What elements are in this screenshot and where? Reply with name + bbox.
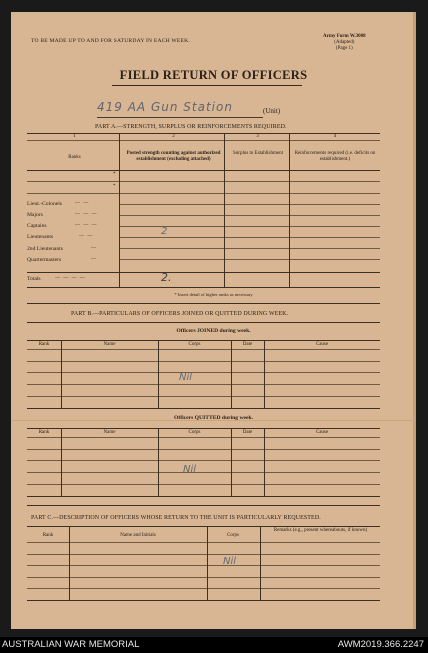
table-rule	[69, 526, 70, 600]
table-rule	[260, 526, 261, 600]
table-rule	[27, 384, 380, 385]
totals-label: Totals	[27, 276, 41, 282]
table-rule	[27, 428, 380, 429]
table-rule	[27, 526, 380, 527]
table-rule	[231, 340, 232, 408]
table-rule	[27, 372, 380, 373]
table-rule	[27, 349, 380, 350]
col-num-1: 1	[73, 134, 76, 139]
table-rule	[27, 496, 380, 497]
form-name: Army Form W.3008	[323, 34, 366, 39]
table-rule	[119, 259, 380, 260]
unit-label: (Unit)	[263, 107, 281, 115]
table-rule	[61, 340, 62, 408]
table-rule	[27, 588, 380, 589]
table-rule	[119, 237, 380, 238]
col-num-2: 2	[172, 134, 175, 139]
part-c-heading: PART C.—DESCRIPTION OF OFFICERS WHOSE RETURN TO THE UNIT IS PARTICULARLY REQUESTED.	[31, 515, 321, 521]
leader-dots: — — —	[75, 212, 98, 217]
table-rule	[27, 181, 380, 182]
joined-col-name: Name	[103, 342, 116, 347]
caption-accession: AWM2019.366.2247	[337, 639, 424, 650]
quitted-col-name: Name	[103, 430, 116, 435]
form-title: FIELD RETURN OF OFFICERS	[119, 68, 308, 82]
leader-dots: — — — —	[55, 276, 86, 281]
leader-dots: — —	[79, 234, 94, 239]
table-rule	[264, 428, 265, 496]
table-rule	[119, 133, 120, 287]
table-rule	[27, 554, 380, 555]
quitted-col-corps: Corps	[188, 430, 201, 435]
rank-lieutenants: Lieutenants	[27, 234, 54, 240]
joined-col-rank: Rank	[38, 342, 50, 347]
partc-col-remarks: Remarks (e.g., present whereabouts, if known)	[273, 528, 368, 533]
rank-lieut-colonels: Lieut.-Colonels	[27, 201, 62, 207]
lieutenants-strength: 2	[161, 226, 168, 237]
instruction-line: TO BE MADE UP TO AND FOR SATURDAY IN EACH WEEK.	[31, 38, 190, 44]
quitted-col-rank: Rank	[38, 430, 50, 435]
table-rule	[27, 396, 380, 397]
table-rule	[119, 226, 380, 227]
joined-title: Officers JOINED during week.	[176, 328, 251, 334]
quitted-nil: Nil	[183, 464, 197, 475]
form-page: (Page 1)	[335, 46, 353, 51]
leader-dots: — — —	[75, 223, 98, 228]
table-rule	[27, 287, 380, 288]
col-header-ranks: Ranks	[68, 155, 81, 160]
leader-dots: — —	[75, 201, 90, 206]
asterisk-mark: *	[113, 184, 117, 189]
table-rule	[119, 204, 380, 205]
table-rule	[27, 408, 380, 409]
joined-col-corps: Corps	[188, 342, 201, 347]
unit-line	[97, 117, 263, 118]
rank-majors: Majors	[27, 212, 43, 218]
unit-handwritten: 419 AA Gun Station	[97, 100, 233, 114]
caption-bar	[0, 637, 428, 653]
form-adapted: (Adapted)	[334, 40, 355, 45]
table-rule	[27, 505, 380, 506]
quitted-title: Officers QUITTED during week.	[174, 415, 253, 421]
table-rule	[119, 215, 380, 216]
table-rule	[27, 322, 380, 323]
table-rule	[289, 133, 290, 287]
joined-col-date: Date	[242, 342, 253, 347]
col-header-reinforcements: Reinforcements required (i.e. deficits on establishment.)	[294, 151, 376, 162]
form-reference	[323, 34, 366, 52]
table-rule	[27, 437, 380, 438]
asterisk-mark: *	[113, 172, 117, 177]
partc-col-corps: Corps	[227, 533, 239, 538]
table-rule	[207, 526, 208, 600]
col-header-posted: Posted strength counting against authorized establishment (excluding attached)	[126, 151, 221, 162]
table-rule	[27, 542, 380, 543]
title-underline	[112, 85, 302, 86]
table-rule	[27, 272, 380, 273]
table-rule	[224, 133, 225, 287]
table-rule	[27, 577, 380, 578]
table-rule	[27, 340, 380, 341]
table-rule	[27, 449, 380, 450]
leader-dots: —	[91, 257, 97, 262]
partc-nil: Nil	[223, 556, 237, 567]
table-rule	[264, 340, 265, 408]
table-rule	[61, 428, 62, 496]
table-rule	[27, 361, 380, 362]
table-rule	[27, 140, 380, 141]
table-rule	[119, 248, 380, 249]
caption-source: AUSTRALIAN WAR MEMORIAL	[2, 639, 140, 650]
quitted-col-date: Date	[242, 430, 253, 435]
col-header-surplus: Surplus to Establishment	[233, 151, 283, 156]
table-rule	[158, 340, 159, 408]
part-a-footnote: * Insert detail of higher ranks as necessary	[174, 292, 253, 297]
col-num-4: 4	[333, 134, 337, 139]
part-a-heading: PART A.—STRENGTH, SURPLUS OR REINFORCEMENTS REQUIRED.	[95, 124, 287, 130]
table-rule	[27, 600, 380, 601]
rank-2nd-lieutenants: 2nd Lieutenants	[27, 246, 63, 252]
table-rule	[158, 428, 159, 496]
part-b-heading: PART B.—PARTICULARS OF OFFICERS JOINED OR QUITTED DURING WEEK.	[71, 311, 289, 317]
table-rule	[27, 303, 380, 304]
rank-quartermasters: Quartermasters	[27, 257, 62, 263]
col-num-3: 3	[256, 134, 259, 139]
leader-dots: —	[91, 246, 97, 251]
table-rule	[27, 472, 380, 473]
form-sheet	[11, 12, 416, 629]
table-rule	[231, 428, 232, 496]
quitted-col-cause: Cause	[315, 430, 329, 435]
rank-captains: Captains	[27, 223, 47, 229]
partc-col-name: Name and Initials	[120, 533, 156, 538]
partc-col-rank: Rank	[42, 533, 54, 538]
table-rule	[27, 460, 380, 461]
joined-col-cause: Cause	[315, 342, 329, 347]
totals-strength: 2.	[161, 271, 172, 284]
table-rule	[27, 565, 380, 566]
table-rule	[27, 170, 380, 171]
table-rule	[27, 484, 380, 485]
joined-nil: Nil	[179, 372, 193, 383]
table-rule	[27, 193, 380, 194]
